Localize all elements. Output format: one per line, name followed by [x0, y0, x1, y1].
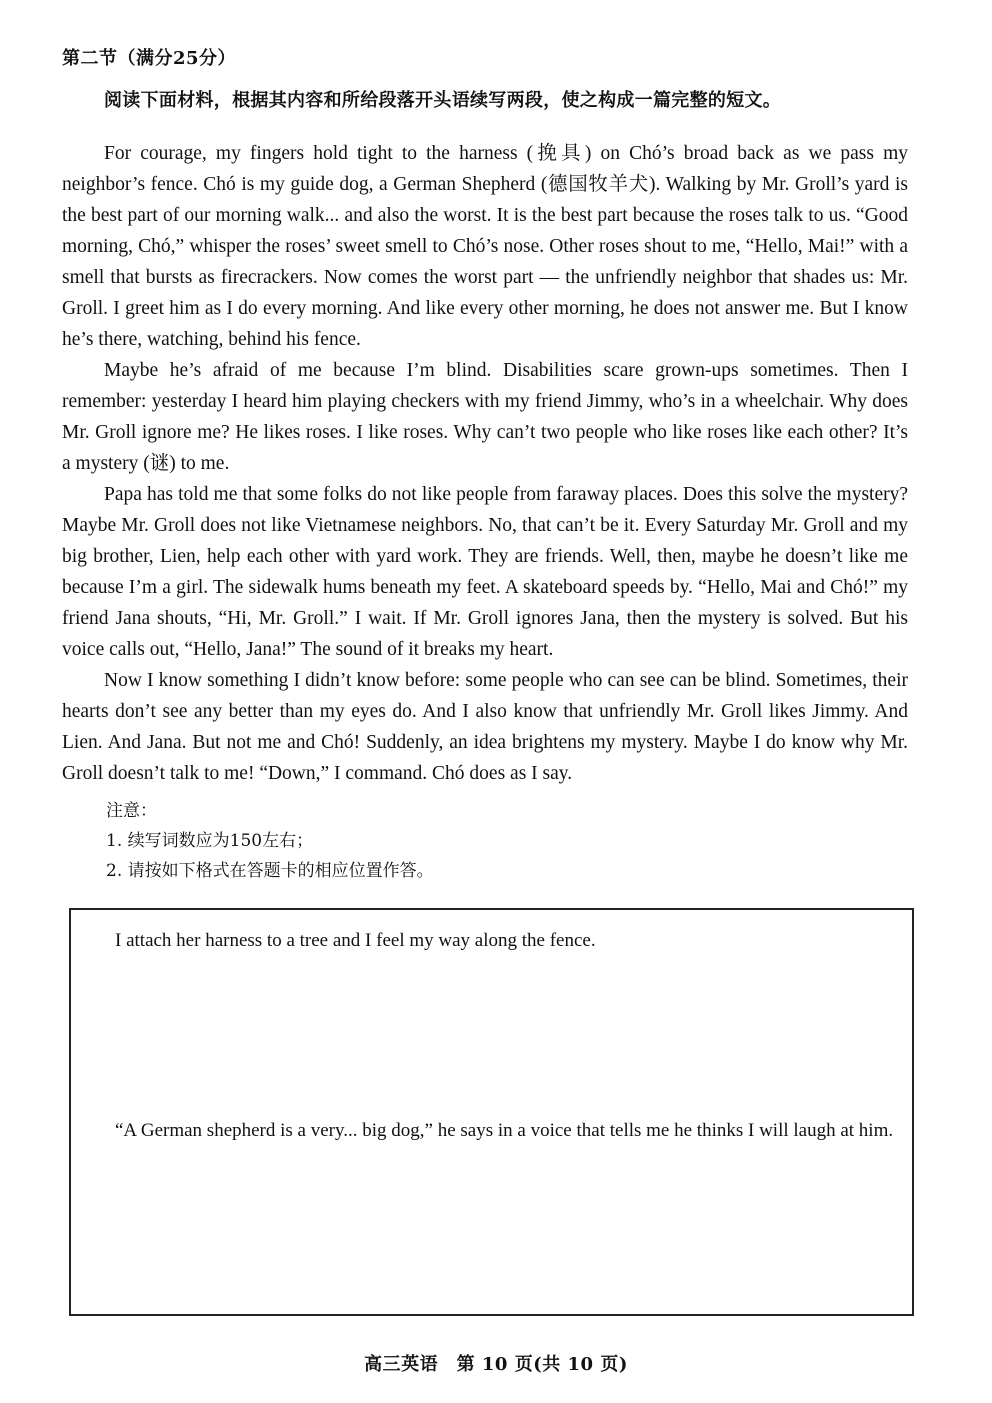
note-item-word-count: 1. 续写词数应为150左右；	[106, 831, 314, 851]
passage-paragraph-2: Maybe he’s afraid of me because I’m blind. Disabilities scare grown-ups sometimes. Then I remember: yesterday I heard him playing checkers with my friend Jimmy, who’s in a wheelchair. Why does Mr. Groll ignore me? He likes roses. I like roses. Why can’t two people who like roses like each other? It’s a mystery (谜) to me.	[62, 360, 908, 474]
paragraph-2-opening: “A German shepherd is a very... big dog,” he says in a voice that tells me he thinks I will laugh at him.	[115, 1120, 894, 1141]
notes-heading: 注意：	[106, 801, 157, 821]
task-instruction: 阅读下面材料，根据其内容和所给段落开头语续写两段，使之构成一篇完整的短文。	[104, 90, 782, 111]
passage-paragraph-3: Papa has told me that some folks do not like people from faraway places. Does this solve the mystery? Maybe Mr. Groll does not like Vietnamese neighbors. No, that can’t be it. Every Saturday Mr. Groll and my big brother, Lien, help each other with yard work. They are friends. Well, then, maybe he doesn’t like me because I’m a girl. The sidewalk hums beneath my feet. A skateboard speeds by. “Hello, Mai and Chó!” my friend Jana shouts, “Hi, Mr. Groll.” I wait. If Mr. Groll ignores Jana, then the mystery is solved. But his voice calls out, “Hello, Jana!” The sound of it breaks my heart.	[62, 484, 908, 660]
page-footer: 高三英语 第 10 页(共 10 页)	[364, 1354, 628, 1375]
passage-paragraph-1: For courage, my fingers hold tight to the harness (挽具) on Chó’s broad back as we pass my neighbor’s fence. Chó is my guide dog, a German Shepherd (德国牧羊犬). Walking by Mr. Groll’s yard is the best part of our morning walk... and also the worst. It is the best part because the roses talk to us. “Good morning, Chó,” whisper the roses’ sweet smell to Chó’s nose. Other roses shout to me, “Hello, Mai!” with a smell that bursts as firecrackers. Now comes the worst part — the unfriendly neighbor that shades us: Mr. Groll. I greet him as I do every morning. And like every other morning, he does not answer me. But I know he’s there, watching, behind his fence.	[62, 143, 908, 350]
answer-format-box	[69, 908, 914, 1316]
reading-passage	[62, 138, 908, 789]
paragraph-1-opening: I attach her harness to a tree and I feel my way along the fence.	[115, 930, 596, 951]
section-title: 第二节（满分25分）	[62, 48, 237, 69]
passage-paragraph-4: Now I know something I didn’t know before: some people who can see can be blind. Sometimes, their hearts don’t see any better than my eyes do. And I also know that unfriendly Mr. Groll likes Jimmy. And Lien. And Jana. But not me and Chó! Suddenly, an idea brightens my mystery. Maybe I do know why Mr. Groll doesn’t talk to me! “Down,” I command. Chó does as I say.	[62, 670, 908, 784]
notes-section	[106, 796, 434, 886]
note-item-format: 2. 请按如下格式在答题卡的相应位置作答。	[106, 861, 434, 881]
